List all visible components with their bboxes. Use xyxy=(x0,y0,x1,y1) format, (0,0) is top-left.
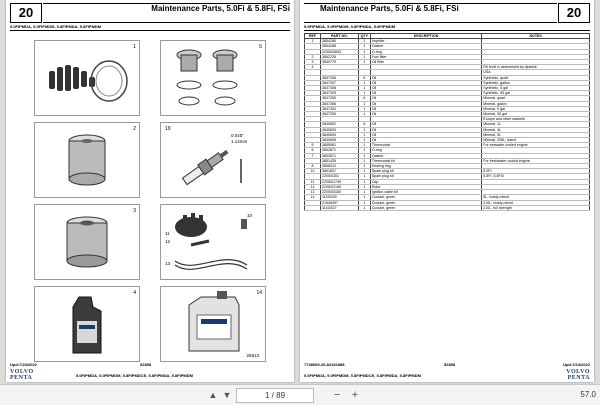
illustration-index: 5 xyxy=(259,44,262,50)
cell-notes: Synthetic, 5 gal xyxy=(482,86,590,91)
cell-qty: 1 xyxy=(358,184,370,189)
callout-13: 13 xyxy=(165,261,171,266)
footer-models: 5.0FIPMDA, 5.0FIPMDM, 5.8FIPMDCE, 5.8FIPMDA, 5.8FIPMDM xyxy=(304,373,421,378)
left-footer-row xyxy=(10,362,290,367)
cell-description: Coolant, green xyxy=(370,195,481,200)
cell-qty: 1 xyxy=(358,106,370,111)
cell-notes: Synthetic, gallon xyxy=(482,80,590,85)
cell-description: Thermostat kit xyxy=(370,158,481,163)
cell-notes: Mineral, 5L xyxy=(482,132,590,137)
cell-description: Oil xyxy=(370,138,481,143)
illustration-index: 3 xyxy=(133,208,136,214)
cell-description: Oil xyxy=(370,106,481,111)
volvo-penta-logo xyxy=(10,369,34,381)
document-number: 7748069-20-84181888 xyxy=(304,362,345,367)
cell-qty: 1 xyxy=(358,54,370,59)
illustration-distributor-kit xyxy=(160,204,266,280)
cell-part-no: 3840693 xyxy=(320,127,358,132)
cell-notes: 210L, ready-mixed xyxy=(482,200,590,205)
cell-ref: 11 xyxy=(305,179,321,184)
cell-description: Gasket xyxy=(370,153,481,158)
cell-qty: 1 xyxy=(358,179,370,184)
cell-ref: 10 xyxy=(305,169,321,174)
cell-qty: 1 xyxy=(358,164,370,169)
cell-ref: 8 xyxy=(305,164,321,169)
col-qty: QTY xyxy=(358,34,370,39)
cell-qty: 1 xyxy=(358,60,370,65)
cell-qty: 6 xyxy=(358,96,370,101)
update-date: Upd:7/24/2022 xyxy=(563,362,590,367)
illustration-oil-filter xyxy=(34,204,140,280)
cell-description: Sealing ring xyxy=(370,164,481,169)
fuel-filter-icon xyxy=(35,123,139,197)
cell-description: Oil filter xyxy=(370,60,481,65)
callout-12: 12 xyxy=(165,239,171,244)
cell-description: Oil xyxy=(370,96,481,101)
cell-part-no: 3855961 xyxy=(320,143,358,148)
volvo-penta-logo xyxy=(566,369,590,381)
cell-part-no: 3847266 xyxy=(320,101,358,106)
cell-notes: 5.8FI, 5.8FSI xyxy=(482,174,590,179)
cell-ref: 3 xyxy=(305,60,321,65)
cell-notes: USA xyxy=(482,70,590,75)
parts-table-body xyxy=(305,39,590,211)
logo-line-2: PENTA xyxy=(567,375,590,381)
cell-part-no: 3851657 xyxy=(320,169,358,174)
footer-models: 5.0FIPMDA, 5.0FIPMDM, 5.8FIPMDCE, 5.8FIPMDA, 5.8FIPMDM xyxy=(76,373,193,378)
illustration-fuel-filter xyxy=(34,122,140,198)
cell-ref: 4 xyxy=(305,65,321,70)
illustration-oil-bottle xyxy=(34,286,140,362)
cell-notes: Mineral, 55 gal xyxy=(482,112,590,117)
cell-notes: 210L, full strength xyxy=(482,205,590,210)
cell-description: Coolant, green xyxy=(370,205,481,210)
page-number: 20 xyxy=(558,3,590,23)
cell-description: Oil xyxy=(370,91,481,96)
cell-description: Spark plug kit xyxy=(370,169,481,174)
left-page xyxy=(6,0,294,382)
pdf-viewer-toolbar xyxy=(0,384,600,405)
cell-qty: 1 xyxy=(358,158,370,163)
cell-ref: 6 xyxy=(305,148,321,153)
cell-notes: Mineral, 1L xyxy=(482,122,590,127)
current-page-input[interactable]: 1 xyxy=(264,391,270,400)
cell-part-no: 22054/3653 xyxy=(320,49,358,54)
cell-part-no: 22054/1749 xyxy=(320,179,358,184)
cell-part-no: 3840779 xyxy=(320,60,358,65)
cell-part-no: 3856312 xyxy=(320,164,358,169)
gap-annotation-mm: 1.14mm xyxy=(231,139,248,144)
cell-description: Cap xyxy=(370,179,481,184)
oil-filter-icon xyxy=(35,205,139,279)
cell-description: Oil xyxy=(370,80,481,85)
cell-ref: 14 xyxy=(305,195,321,200)
page-title: Maintenance Parts, 5.0Fi & 5.8Fi, FSi xyxy=(304,3,557,23)
cell-part-no: 22054/5180 xyxy=(320,190,358,195)
illustration-spark-plug xyxy=(160,122,266,198)
total-pages: 89 xyxy=(276,391,286,400)
cell-description: Fuel filter xyxy=(370,54,481,59)
cell-ref: 13 xyxy=(305,190,321,195)
cell-description: Oil xyxy=(370,112,481,117)
illustration-index: 19 xyxy=(165,126,171,132)
cell-part-no: 21545497 xyxy=(320,200,358,205)
illustration-index: 2 xyxy=(133,126,136,132)
cell-part-no: 3847308 xyxy=(320,86,358,91)
cell-ref: 12 xyxy=(305,184,321,189)
illustration-index: 1 xyxy=(133,44,136,50)
cell-part-no: 22054/2165 xyxy=(320,184,358,189)
cell-qty: 1 xyxy=(358,80,370,85)
page-number: 20 xyxy=(10,3,42,23)
logo-line-1: VOLVO xyxy=(10,369,34,375)
col-notes: NOTES xyxy=(482,34,590,39)
down-arrow-icon[interactable]: ▼ xyxy=(222,390,232,400)
cell-description: Oil xyxy=(370,75,481,80)
cell-description: Coolant, green xyxy=(370,200,481,205)
cell-description: Spark plug kit xyxy=(370,174,481,179)
coolant-jug-icon xyxy=(161,287,265,361)
cell-notes: Mineral, 208L, barrel xyxy=(482,138,590,143)
logo-line-1: VOLVO xyxy=(566,369,590,375)
impeller-kit-icon xyxy=(35,41,139,115)
cell-notes: Mineral, quart xyxy=(482,96,590,101)
update-date: Upd:7/24/2022 xyxy=(10,362,37,367)
thermostat-kit-icon xyxy=(161,41,265,115)
cell-description: Thermostat xyxy=(370,143,481,148)
cell-qty: 1 xyxy=(358,86,370,91)
cell-ref: 1 xyxy=(305,39,321,44)
page-title: Maintenance Parts, 5.0Fi & 5.8Fi, FSi xyxy=(43,3,290,23)
cell-notes: For freshwater cooled engine xyxy=(482,158,590,163)
cell-qty: 6 xyxy=(358,122,370,127)
cell-part-no: 1143/427 xyxy=(320,205,358,210)
model-list: 5.0FIPMDA, 5.0FIPMDM, 5.8FIPMDA, 5.8FIPMDM xyxy=(10,23,290,31)
page-separator: / xyxy=(271,391,274,400)
cell-qty: 1 xyxy=(358,101,370,106)
right-footer-row xyxy=(304,362,590,367)
col-part-no: PART NO. xyxy=(320,34,358,39)
cell-notes: 5.0FI xyxy=(482,169,590,174)
cell-qty: 1 xyxy=(358,132,370,137)
cell-ref: 5 xyxy=(305,143,321,148)
col-description: DESCRIPTION xyxy=(370,34,481,39)
cell-ref xyxy=(305,205,321,210)
cell-part-no: 3854286 xyxy=(320,39,358,44)
callout-11: 11 xyxy=(165,231,170,236)
cell-description: Impeller xyxy=(370,39,481,44)
cell-qty: 6 xyxy=(358,75,370,80)
cell-notes: Synthetic, 55 gal xyxy=(482,91,590,96)
cell-description: Gasket xyxy=(370,44,481,49)
illustration-thermostat xyxy=(160,40,266,116)
cell-part-no: 3847307 xyxy=(320,80,358,85)
cell-description: Oil xyxy=(370,122,481,127)
cell-part-no: 3847309 xyxy=(320,91,358,96)
cell-qty: 1 xyxy=(358,195,370,200)
cell-description: O-ring xyxy=(370,148,481,153)
cell-part-no: 1143/425 xyxy=(320,195,358,200)
cell-ref: 2 xyxy=(305,54,321,59)
page-code: 52898 xyxy=(444,362,456,367)
cell-notes: For seawater cooled engine xyxy=(482,143,590,148)
cell-qty: 1 xyxy=(358,148,370,153)
cell-part-no: 3854288 xyxy=(320,44,358,49)
illustration-index: 14 xyxy=(256,290,262,296)
cell-qty: 1 xyxy=(358,127,370,132)
cell-description: Ignition cable kit xyxy=(370,190,481,195)
figure-caption: 25913 xyxy=(246,353,259,358)
callout-10: 10 xyxy=(247,213,253,218)
cell-description: Oil xyxy=(370,132,481,137)
cell-part-no: 3862228 xyxy=(320,54,358,59)
cell-qty: 1 xyxy=(358,190,370,195)
cell-qty: 1 xyxy=(358,138,370,143)
cell-qty: 1 xyxy=(358,174,370,179)
model-list: 5.0FIPMDA, 5.0FIPMDM, 5.8FIPMDA, 5.8FIPMDM xyxy=(304,23,590,31)
zoom-out-icon[interactable]: − xyxy=(333,389,341,401)
cell-part-no: 3847305 xyxy=(320,112,358,117)
cell-part-no: 3847306 xyxy=(320,75,358,80)
cell-qty: 1 xyxy=(358,200,370,205)
spark-plug-icon xyxy=(161,123,265,197)
cell-part-no: 3852871 xyxy=(320,148,358,153)
cell-notes: Mineral, gallon xyxy=(482,101,590,106)
gap-annotation-inches: 0.045" xyxy=(231,133,244,138)
cell-description: Oil xyxy=(370,101,481,106)
up-arrow-icon[interactable]: ▲ xyxy=(208,390,218,400)
zoom-in-icon[interactable]: + xyxy=(351,389,359,401)
cell-notes: Europe and other markets xyxy=(482,117,590,122)
cell-notes: 5L, ready-mixed xyxy=(482,195,590,200)
zoom-level[interactable]: 57.0 xyxy=(580,390,596,399)
cell-part-no: 3840692 xyxy=(320,122,358,127)
cell-part-no: 3840695 xyxy=(320,138,358,143)
cell-part-no: 3852871 xyxy=(320,153,358,158)
cell-qty: 1 xyxy=(358,44,370,49)
cell-part-no: 3840694 xyxy=(320,132,358,137)
cell-notes: Mineral, 4L xyxy=(482,127,590,132)
page-indicator[interactable] xyxy=(236,388,314,403)
cell-qty: 1 xyxy=(358,153,370,158)
table-row xyxy=(305,205,590,210)
logo-line-2: PENTA xyxy=(10,375,33,381)
cell-part-no: 22054/301 xyxy=(320,174,358,179)
cell-part-no: 3847304 xyxy=(320,106,358,111)
illustration-index: 4 xyxy=(133,290,136,296)
cell-qty: 1 xyxy=(358,112,370,117)
cell-qty: 1 xyxy=(358,39,370,44)
cell-qty: 1 xyxy=(358,49,370,54)
illustration-coolant-jug xyxy=(160,286,266,362)
cell-description: Rotor xyxy=(370,184,481,189)
cell-ref: 7 xyxy=(305,153,321,158)
cell-part-no: 3851435 xyxy=(320,158,358,163)
cell-notes: Fill level is determined by dipstick. xyxy=(482,65,590,70)
cell-qty: 1 xyxy=(358,91,370,96)
oil-bottle-icon xyxy=(35,287,139,361)
cell-part-no: 3847260 xyxy=(320,96,358,101)
cell-description: Oil xyxy=(370,127,481,132)
cell-description: Oil xyxy=(370,86,481,91)
illustration-impeller xyxy=(34,40,140,116)
cell-notes: Mineral, 5 gal xyxy=(482,106,590,111)
col-ref: REF xyxy=(305,34,321,39)
cell-description: O-ring xyxy=(370,49,481,54)
cell-qty: 1 xyxy=(358,143,370,148)
cell-qty: 1 xyxy=(358,205,370,210)
cell-notes: Synthetic, quart xyxy=(482,75,590,80)
parts-table xyxy=(304,33,590,211)
page-code: 52898 xyxy=(140,362,152,367)
cell-qty: 1 xyxy=(358,169,370,174)
right-page xyxy=(300,0,594,382)
